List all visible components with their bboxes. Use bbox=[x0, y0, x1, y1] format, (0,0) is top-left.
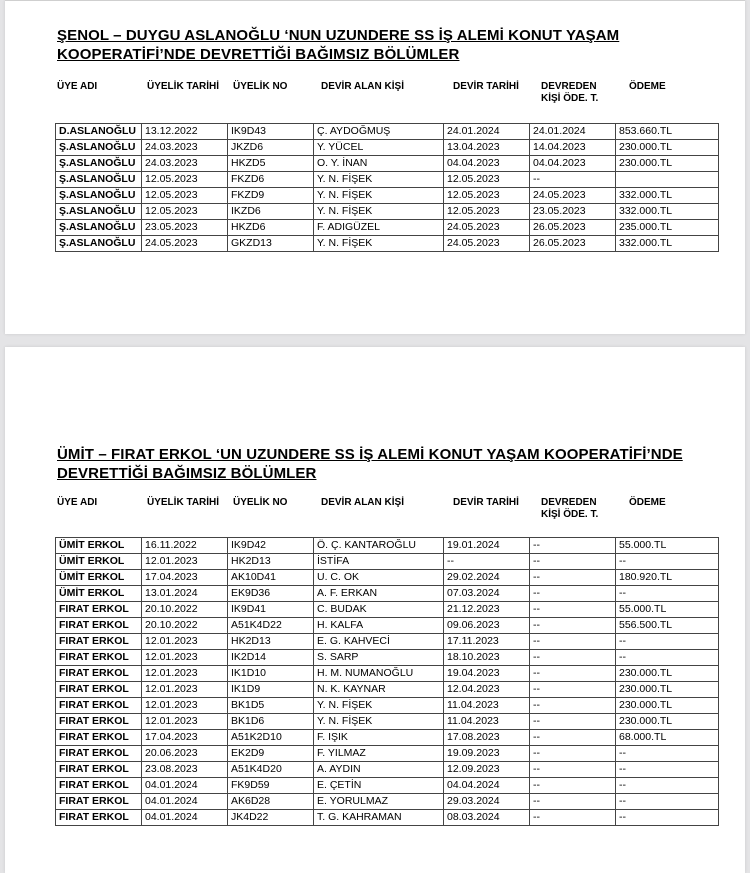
cell-membership-no: A51K4D22 bbox=[228, 618, 314, 634]
cell-membership-date: 24.03.2023 bbox=[142, 156, 228, 172]
cell-membership-date: 24.05.2023 bbox=[142, 236, 228, 252]
cell-transferor-payment-date: 23.05.2023 bbox=[530, 204, 616, 220]
cell-payment: 332.000.TL bbox=[616, 188, 719, 204]
cell-membership-no: HKZD6 bbox=[228, 220, 314, 236]
cell-payment: -- bbox=[616, 586, 719, 602]
cell-payment: 235.000.TL bbox=[616, 220, 719, 236]
cell-membership-no: IK1D10 bbox=[228, 666, 314, 682]
header-devir-tarihi: DEVİR TARİHİ bbox=[453, 497, 519, 508]
cell-transferee: Y. N. FİŞEK bbox=[314, 204, 444, 220]
cell-transferor-payment-date: -- bbox=[530, 698, 616, 714]
cell-membership-date: 12.01.2023 bbox=[142, 666, 228, 682]
cell-transferee: T. G. KAHRAMAN bbox=[314, 810, 444, 826]
cell-membership-date: 16.11.2022 bbox=[142, 538, 228, 554]
table-row bbox=[56, 778, 719, 794]
cell-membership-no: BK1D6 bbox=[228, 714, 314, 730]
cell-transferor-payment-date: -- bbox=[530, 714, 616, 730]
cell-transferee: H. KALFA bbox=[314, 618, 444, 634]
column-headers bbox=[57, 81, 721, 111]
cell-membership-no: JK4D22 bbox=[228, 810, 314, 826]
cell-membership-date: 12.05.2023 bbox=[142, 188, 228, 204]
cell-member-name: Ş.ASLANOĞLU bbox=[56, 236, 142, 252]
cell-member-name: Ş.ASLANOĞLU bbox=[56, 188, 142, 204]
cell-transferor-payment-date: 26.05.2023 bbox=[530, 236, 616, 252]
cell-transferor-payment-date: 14.04.2023 bbox=[530, 140, 616, 156]
table-row bbox=[56, 172, 719, 188]
table-row bbox=[56, 124, 719, 140]
cell-transfer-date: 17.08.2023 bbox=[444, 730, 530, 746]
cell-transferee: Y. N. FİŞEK bbox=[314, 188, 444, 204]
cell-transferee: U. C. OK bbox=[314, 570, 444, 586]
table-row bbox=[56, 810, 719, 826]
cell-member-name: FIRAT ERKOL bbox=[56, 634, 142, 650]
cell-payment: 55.000.TL bbox=[616, 602, 719, 618]
table-row bbox=[56, 714, 719, 730]
cell-membership-date: 12.05.2023 bbox=[142, 204, 228, 220]
table-row bbox=[56, 586, 719, 602]
cell-payment: -- bbox=[616, 778, 719, 794]
header-devir-alan: DEVİR ALAN KİŞİ bbox=[321, 81, 404, 92]
cell-membership-date: 12.01.2023 bbox=[142, 698, 228, 714]
cell-member-name: FIRAT ERKOL bbox=[56, 762, 142, 778]
table-row bbox=[56, 666, 719, 682]
cell-payment: 68.000.TL bbox=[616, 730, 719, 746]
cell-membership-date: 20.10.2022 bbox=[142, 602, 228, 618]
cell-membership-date: 23.05.2023 bbox=[142, 220, 228, 236]
cell-transferor-payment-date: 26.05.2023 bbox=[530, 220, 616, 236]
cell-transferor-payment-date: -- bbox=[530, 810, 616, 826]
cell-transfer-date: 24.05.2023 bbox=[444, 236, 530, 252]
cell-transfer-date: 12.04.2023 bbox=[444, 682, 530, 698]
cell-transfer-date: 18.10.2023 bbox=[444, 650, 530, 666]
table-row bbox=[56, 762, 719, 778]
cell-transfer-date: 04.04.2023 bbox=[444, 156, 530, 172]
table-row bbox=[56, 602, 719, 618]
cell-membership-no: JKZD6 bbox=[228, 140, 314, 156]
title-line-1: ŞENOL – DUYGU ASLANOĞLU ‘NUN UZUNDERE SS İŞ ALEMİ KONUT YAŞAM bbox=[57, 27, 620, 44]
cell-membership-date: 24.03.2023 bbox=[142, 140, 228, 156]
cell-payment: 853.660.TL bbox=[616, 124, 719, 140]
cell-transferor-payment-date: -- bbox=[530, 650, 616, 666]
cell-payment: 230.000.TL bbox=[616, 714, 719, 730]
cell-transferee: İSTİFA bbox=[314, 554, 444, 570]
cell-membership-no: FK9D59 bbox=[228, 778, 314, 794]
header-devir-tarihi: DEVİR TARİHİ bbox=[453, 81, 519, 92]
cell-transferee: A. F. ERKAN bbox=[314, 586, 444, 602]
cell-payment bbox=[616, 172, 719, 188]
transfers-table bbox=[55, 123, 719, 252]
header-uyelik-tarihi: ÜYELİK TARİHİ bbox=[147, 81, 220, 92]
cell-transfer-date: 12.09.2023 bbox=[444, 762, 530, 778]
cell-transfer-date: 11.04.2023 bbox=[444, 714, 530, 730]
cell-transferor-payment-date: -- bbox=[530, 538, 616, 554]
header-devir-alan: DEVİR ALAN KİŞİ bbox=[321, 497, 404, 508]
header-devreden-2: KİŞİ ÖDE. T. bbox=[541, 509, 599, 520]
cell-membership-date: 04.01.2024 bbox=[142, 794, 228, 810]
cell-transferor-payment-date: -- bbox=[530, 570, 616, 586]
cell-transferor-payment-date: -- bbox=[530, 794, 616, 810]
cell-member-name: D.ASLANOĞLU bbox=[56, 124, 142, 140]
transfers-table bbox=[55, 537, 719, 826]
cell-payment: 180.920.TL bbox=[616, 570, 719, 586]
cell-membership-date: 17.04.2023 bbox=[142, 570, 228, 586]
cell-transferor-payment-date: -- bbox=[530, 666, 616, 682]
cell-payment: -- bbox=[616, 762, 719, 778]
cell-membership-date: 12.01.2023 bbox=[142, 682, 228, 698]
cell-transfer-date: 29.02.2024 bbox=[444, 570, 530, 586]
cell-membership-no: HK2D13 bbox=[228, 554, 314, 570]
cell-transfer-date: 24.05.2023 bbox=[444, 220, 530, 236]
cell-member-name: ÜMİT ERKOL bbox=[56, 554, 142, 570]
cell-transferee: Y. N. FİŞEK bbox=[314, 714, 444, 730]
cell-membership-no: IK9D41 bbox=[228, 602, 314, 618]
cell-member-name: FIRAT ERKOL bbox=[56, 682, 142, 698]
cell-transfer-date: 19.04.2023 bbox=[444, 666, 530, 682]
cell-transferee: Ç. AYDOĞMUŞ bbox=[314, 124, 444, 140]
cell-payment: 556.500.TL bbox=[616, 618, 719, 634]
table-row bbox=[56, 554, 719, 570]
cell-payment: -- bbox=[616, 650, 719, 666]
cell-membership-no: A51K2D10 bbox=[228, 730, 314, 746]
cell-member-name: ÜMİT ERKOL bbox=[56, 538, 142, 554]
cell-payment: -- bbox=[616, 810, 719, 826]
cell-member-name: FIRAT ERKOL bbox=[56, 794, 142, 810]
cell-transferee: Y. YÜCEL bbox=[314, 140, 444, 156]
cell-membership-no: IK1D9 bbox=[228, 682, 314, 698]
document-page-1 bbox=[5, 0, 745, 334]
header-devreden-2: KİŞİ ÖDE. T. bbox=[541, 93, 599, 104]
cell-transferor-payment-date: -- bbox=[530, 746, 616, 762]
table-row bbox=[56, 188, 719, 204]
table-row bbox=[56, 220, 719, 236]
cell-transferor-payment-date: 04.04.2023 bbox=[530, 156, 616, 172]
cell-membership-no: IK2D14 bbox=[228, 650, 314, 666]
cell-payment: -- bbox=[616, 554, 719, 570]
page-title bbox=[57, 26, 717, 64]
cell-membership-no: EK2D9 bbox=[228, 746, 314, 762]
table-row bbox=[56, 730, 719, 746]
column-headers bbox=[57, 497, 721, 527]
cell-membership-date: 20.10.2022 bbox=[142, 618, 228, 634]
cell-transferee: E. YORULMAZ bbox=[314, 794, 444, 810]
cell-membership-no: AK6D28 bbox=[228, 794, 314, 810]
page-title bbox=[57, 445, 717, 483]
cell-membership-date: 12.05.2023 bbox=[142, 172, 228, 188]
cell-membership-date: 12.01.2023 bbox=[142, 554, 228, 570]
cell-membership-date: 04.01.2024 bbox=[142, 778, 228, 794]
cell-transferee: Y. N. FİŞEK bbox=[314, 698, 444, 714]
table-row bbox=[56, 698, 719, 714]
cell-member-name: FIRAT ERKOL bbox=[56, 602, 142, 618]
header-uye-adi: ÜYE ADI bbox=[57, 81, 98, 92]
cell-transferor-payment-date: -- bbox=[530, 634, 616, 650]
cell-transfer-date: 12.05.2023 bbox=[444, 172, 530, 188]
cell-payment: 230.000.TL bbox=[616, 682, 719, 698]
cell-member-name: FIRAT ERKOL bbox=[56, 714, 142, 730]
header-devreden-1: DEVREDEN bbox=[541, 497, 597, 508]
cell-transferee: F. IŞIK bbox=[314, 730, 444, 746]
header-uye-adi: ÜYE ADI bbox=[57, 497, 98, 508]
cell-transferor-payment-date: -- bbox=[530, 730, 616, 746]
cell-member-name: Ş.ASLANOĞLU bbox=[56, 204, 142, 220]
cell-payment: 332.000.TL bbox=[616, 204, 719, 220]
cell-transfer-date: 11.04.2023 bbox=[444, 698, 530, 714]
cell-membership-no: HK2D13 bbox=[228, 634, 314, 650]
title-line-2: DEVRETTİĞİ BAĞIMSIZ BÖLÜMLER bbox=[57, 465, 317, 482]
cell-member-name: ÜMİT ERKOL bbox=[56, 570, 142, 586]
cell-transferee: Y. N. FİŞEK bbox=[314, 236, 444, 252]
cell-membership-date: 13.01.2024 bbox=[142, 586, 228, 602]
cell-transfer-date: 07.03.2024 bbox=[444, 586, 530, 602]
cell-member-name: FIRAT ERKOL bbox=[56, 746, 142, 762]
cell-transferee: N. K. KAYNAR bbox=[314, 682, 444, 698]
cell-membership-date: 13.12.2022 bbox=[142, 124, 228, 140]
cell-membership-no: EK9D36 bbox=[228, 586, 314, 602]
cell-transfer-date: 19.09.2023 bbox=[444, 746, 530, 762]
cell-membership-no: FKZD9 bbox=[228, 188, 314, 204]
cell-payment: -- bbox=[616, 634, 719, 650]
cell-membership-no: BK1D5 bbox=[228, 698, 314, 714]
cell-payment: 230.000.TL bbox=[616, 156, 719, 172]
cell-transferee: E. ÇETİN bbox=[314, 778, 444, 794]
cell-payment: -- bbox=[616, 746, 719, 762]
cell-transferee: H. M. NUMANOĞLU bbox=[314, 666, 444, 682]
cell-member-name: FIRAT ERKOL bbox=[56, 698, 142, 714]
cell-transferor-payment-date: -- bbox=[530, 762, 616, 778]
cell-member-name: FIRAT ERKOL bbox=[56, 778, 142, 794]
cell-membership-date: 12.01.2023 bbox=[142, 634, 228, 650]
cell-member-name: Ş.ASLANOĞLU bbox=[56, 156, 142, 172]
cell-transferor-payment-date: 24.05.2023 bbox=[530, 188, 616, 204]
cell-transfer-date: 12.05.2023 bbox=[444, 204, 530, 220]
cell-transferor-payment-date: -- bbox=[530, 602, 616, 618]
table-row bbox=[56, 634, 719, 650]
cell-member-name: FIRAT ERKOL bbox=[56, 810, 142, 826]
cell-transferee: Ö. Ç. KANTAROĞLU bbox=[314, 538, 444, 554]
cell-membership-date: 20.06.2023 bbox=[142, 746, 228, 762]
cell-member-name: ÜMİT ERKOL bbox=[56, 586, 142, 602]
cell-transferor-payment-date: -- bbox=[530, 172, 616, 188]
cell-member-name: Ş.ASLANOĞLU bbox=[56, 220, 142, 236]
cell-membership-no: A51K4D20 bbox=[228, 762, 314, 778]
cell-membership-date: 12.01.2023 bbox=[142, 714, 228, 730]
table-row bbox=[56, 156, 719, 172]
cell-transfer-date: 12.05.2023 bbox=[444, 188, 530, 204]
cell-transfer-date: 24.01.2024 bbox=[444, 124, 530, 140]
cell-transferee: S. SARP bbox=[314, 650, 444, 666]
cell-member-name: Ş.ASLANOĞLU bbox=[56, 172, 142, 188]
cell-payment: 332.000.TL bbox=[616, 236, 719, 252]
cell-transferee: Y. N. FİŞEK bbox=[314, 172, 444, 188]
header-uyelik-tarihi: ÜYELİK TARİHİ bbox=[147, 497, 220, 508]
table-row bbox=[56, 650, 719, 666]
cell-member-name: FIRAT ERKOL bbox=[56, 650, 142, 666]
cell-payment: 230.000.TL bbox=[616, 140, 719, 156]
cell-transfer-date: 21.12.2023 bbox=[444, 602, 530, 618]
cell-membership-no: HKZD5 bbox=[228, 156, 314, 172]
cell-transferor-payment-date: -- bbox=[530, 778, 616, 794]
cell-transfer-date: 19.01.2024 bbox=[444, 538, 530, 554]
cell-membership-date: 04.01.2024 bbox=[142, 810, 228, 826]
cell-transfer-date: 29.03.2024 bbox=[444, 794, 530, 810]
cell-membership-date: 23.08.2023 bbox=[142, 762, 228, 778]
table-row bbox=[56, 682, 719, 698]
cell-transferee: E. G. KAHVECİ bbox=[314, 634, 444, 650]
table-row bbox=[56, 794, 719, 810]
cell-membership-date: 12.01.2023 bbox=[142, 650, 228, 666]
cell-payment: 55.000.TL bbox=[616, 538, 719, 554]
cell-transferee: F. ADIGÜZEL bbox=[314, 220, 444, 236]
cell-transfer-date: 09.06.2023 bbox=[444, 618, 530, 634]
header-uyelik-no: ÜYELİK NO bbox=[233, 81, 288, 92]
table-row bbox=[56, 570, 719, 586]
cell-transfer-date: 04.04.2024 bbox=[444, 778, 530, 794]
cell-membership-no: IK9D43 bbox=[228, 124, 314, 140]
title-line-2: KOOPERATİFİ’NDE DEVRETTİĞİ BAĞIMSIZ BÖLÜMLER bbox=[57, 46, 460, 63]
table-row bbox=[56, 618, 719, 634]
cell-membership-no: IKZD6 bbox=[228, 204, 314, 220]
cell-transferee: C. BUDAK bbox=[314, 602, 444, 618]
cell-transferor-payment-date: -- bbox=[530, 554, 616, 570]
cell-transferor-payment-date: -- bbox=[530, 618, 616, 634]
document-page-2 bbox=[5, 347, 745, 873]
cell-membership-no: IK9D42 bbox=[228, 538, 314, 554]
cell-member-name: FIRAT ERKOL bbox=[56, 666, 142, 682]
header-odeme: ÖDEME bbox=[629, 81, 666, 92]
table-row bbox=[56, 538, 719, 554]
cell-membership-no: GKZD13 bbox=[228, 236, 314, 252]
table-row bbox=[56, 746, 719, 762]
header-odeme: ÖDEME bbox=[629, 497, 666, 508]
cell-transferee: O. Y. İNAN bbox=[314, 156, 444, 172]
cell-transferor-payment-date: 24.01.2024 bbox=[530, 124, 616, 140]
cell-transfer-date: 17.11.2023 bbox=[444, 634, 530, 650]
cell-transfer-date: -- bbox=[444, 554, 530, 570]
cell-transferor-payment-date: -- bbox=[530, 682, 616, 698]
cell-transferor-payment-date: -- bbox=[530, 586, 616, 602]
cell-member-name: Ş.ASLANOĞLU bbox=[56, 140, 142, 156]
cell-member-name: FIRAT ERKOL bbox=[56, 730, 142, 746]
title-line-1: ÜMİT – FIRAT ERKOL ‘UN UZUNDERE SS İŞ ALEMİ KONUT YAŞAM KOOPERATİFİ’NDE bbox=[57, 446, 683, 463]
header-uyelik-no: ÜYELİK NO bbox=[233, 497, 288, 508]
cell-membership-date: 17.04.2023 bbox=[142, 730, 228, 746]
table-row bbox=[56, 204, 719, 220]
cell-membership-no: AK10D41 bbox=[228, 570, 314, 586]
cell-transfer-date: 08.03.2024 bbox=[444, 810, 530, 826]
cell-transferee: A. AYDIN bbox=[314, 762, 444, 778]
table-row bbox=[56, 140, 719, 156]
cell-transfer-date: 13.04.2023 bbox=[444, 140, 530, 156]
header-devreden-1: DEVREDEN bbox=[541, 81, 597, 92]
table-row bbox=[56, 236, 719, 252]
cell-transferee: F. YILMAZ bbox=[314, 746, 444, 762]
cell-payment: 230.000.TL bbox=[616, 666, 719, 682]
cell-payment: 230.000.TL bbox=[616, 698, 719, 714]
cell-membership-no: FKZD6 bbox=[228, 172, 314, 188]
cell-payment: -- bbox=[616, 794, 719, 810]
cell-member-name: FIRAT ERKOL bbox=[56, 618, 142, 634]
